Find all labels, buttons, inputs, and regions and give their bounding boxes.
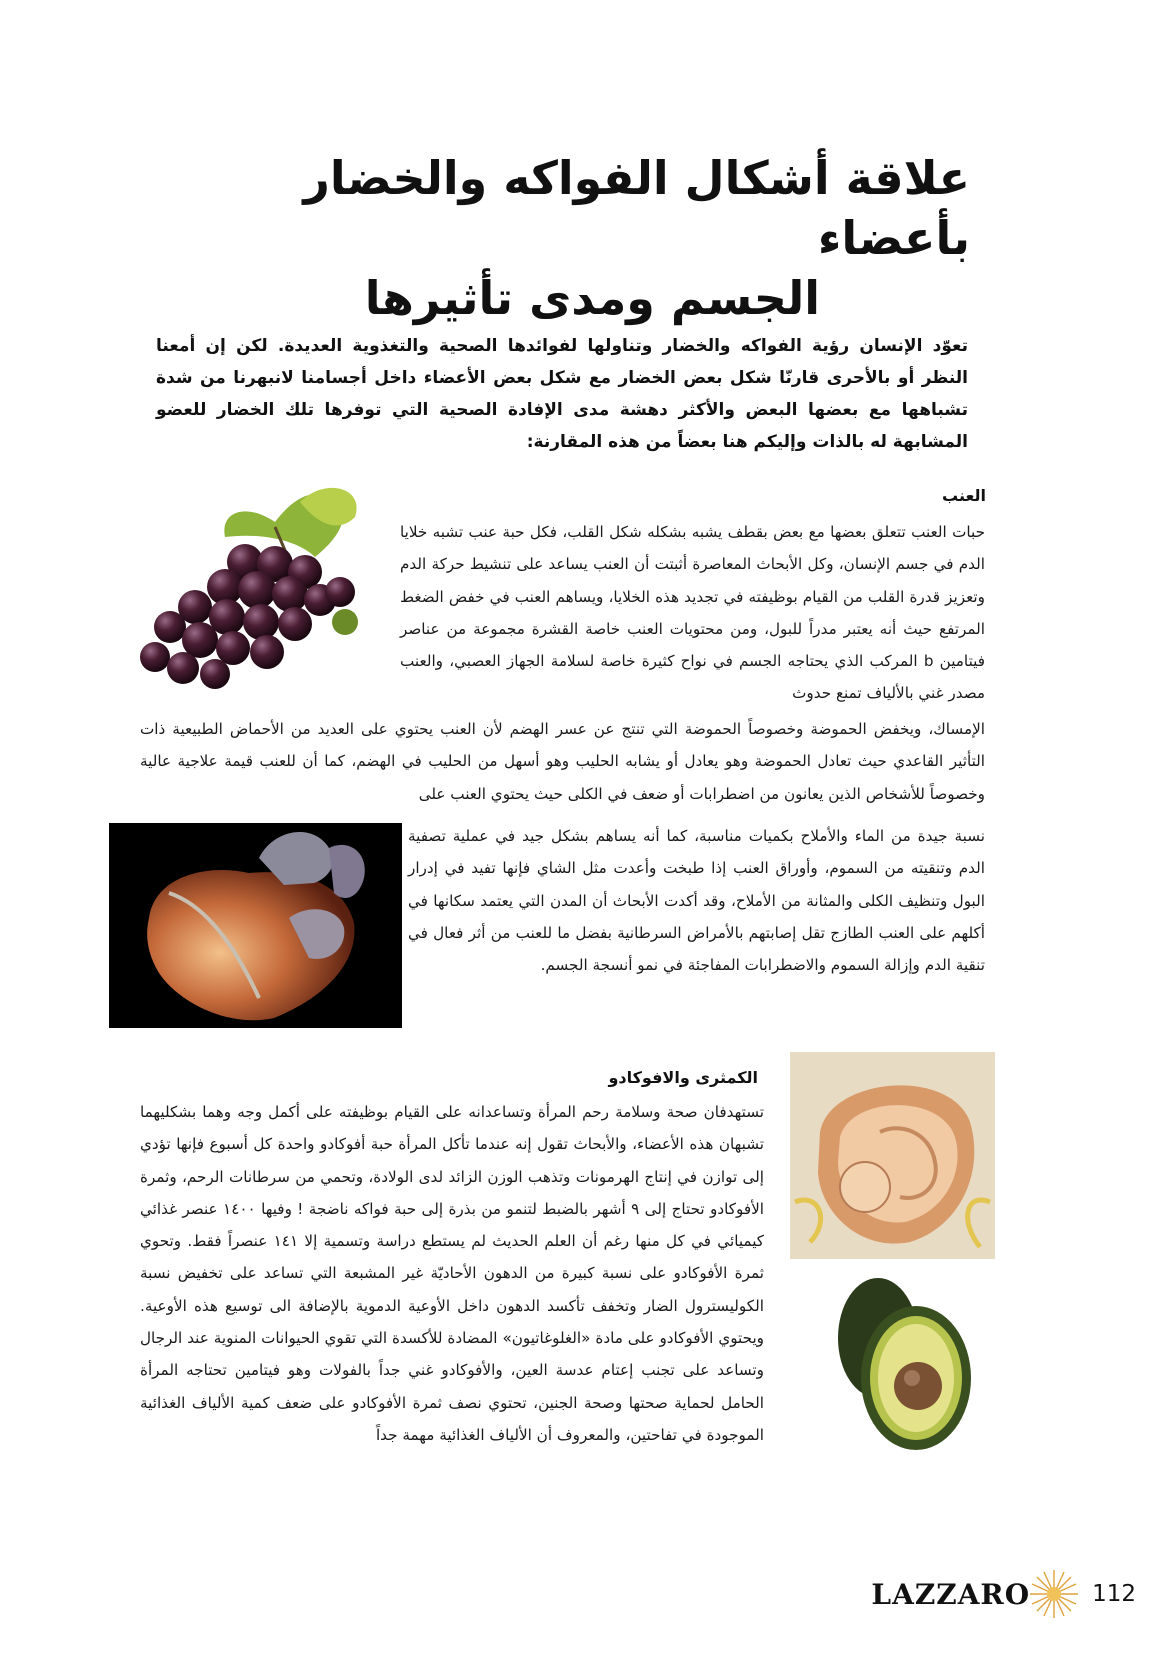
avocado-paragraph: تستهدفان صحة وسلامة رحم المرأة وتساعدانه على القيام بوظيفته على أكمل وجه وهما بشكليهما تشبهان هذه الأعضاء، والأبحاث تقول إنه عندما تأكل المرأة حبة أفوكادو واحدة كل أسبوع فإنها تؤدي إلى توازن في إنتاج الهرمونات وتذهب الوزن الزائد لدى الولادة، وتحمي من سرطانات الرحم، وثمرة الأفوكادو تحتاج إلى ٩ أشهر بالضبط لتنمو من بذرة إلى حبة فواكه ناضجة ! وفيها ١٤٠٠ عنصر غذائي كيميائي في كل منها رغم أن العلم الحديث لم يستطع دراسة وتسمية إلا ١٤١ عنصراً فقط. وتحوي ثمرة الأفوكادو على نسبة كبيرة من الدهون الأحاديّة غير المشبعة التي تساعد على تخفيض نسبة الكوليسترول الضار وتخفف تأكسد الدهون داخل الأوعية الدموية بالإضافة الى توسيع هذه الأوعية. ويحتوي الأفوكادو على مادة «الغلوغاتيون» المضادة للأكسدة التي تقوي الحيوانات المنوية عند الرجال وتساعد على تجنب إعتام عدسة العين، والأفوكادو غني جداً بالفولات وهو فيتامين تحتاجه المرأة الحامل لحماية صحتها وصحة الجنين، تحتوي نصف ثمرة الأفوكادو على ضعف كمية الألياف الغذائية الموجودة في تفاحتين، والمعروف أن الألياف الغذائية مهمة جداً <box>140 1103 765 1444</box>
page-number: 112 <box>1092 1581 1136 1607</box>
grape-text-part2 <box>140 713 985 810</box>
avocado-heading: الكمثرى والافوكادو <box>608 1068 758 1087</box>
heart-image <box>109 823 402 1028</box>
grape-text-part1 <box>400 516 985 710</box>
grape-paragraph-3: نسبة جيدة من الماء والأملاح بكميات مناسبة، كما أنه يساهم بشكل جيد في عملية تصفية الدم وتنقيته من السموم، وأوراق العنب إذا طبخت وأعدت مثل الشاي فإنها تفيد في إدرار البول وتنظيف الكلى والمثانة من الأملاح، وقد أكدت الأبحاث أن المدن التي يعتمد سكانها في أكلهم على العنب الطازج تقل إصابتهم بالأمراض السرطانية بفضل ما للعنب من أثر فعال في تنقية الدم وإزالة السموم والاضطرابات المفاجئة في نمو أنسجة الجسم. <box>408 827 985 975</box>
fetus-image <box>790 1052 995 1259</box>
avocado-text <box>140 1096 764 1451</box>
grape-paragraph-2: الإمساك، ويخفض الحموضة وخصوصاً الحموضة التي تنتج عن عسر الهضم لأن العنب يحتوي على العديد من الأحماض الطبيعية ذات التأثير القاعدي حيث تعادل الحموضة وهو يعادل أو يشابه الحليب وهو أسهل من الحليب في الهضم، كما أن للعنب قيمة علاجية عالية وخصوصاً للأشخاص الذين يعانون من اضطرابات أو ضعف في الكلى حيث يحتوي العنب على <box>140 720 985 803</box>
title-line-1: علاقة أشكال الفواكه والخضار بأعضاء <box>303 151 970 265</box>
grape-heading: العنب <box>942 486 986 505</box>
grape-text-part3 <box>408 820 985 981</box>
grape-paragraph-1: حبات العنب تتعلق بعضها مع بعض بقطف يشبه بشكله شكل القلب، فكل حبة عنب تشبه خلايا الدم في جسم الإنسان، وكل الأبحاث المعاصرة أثبتت أن العنب يساعد على تنشيط حركة الدم وتعزيز قدرة القلب من القيام بوظيفته في تجديد هذه الخلايا، ويساهم العنب في خفض الضغط المرتفع حيث أنه يعتبر مدراً للبول، ومن محتويات العنب خاصة القشرة مجموعة من عناصر فيتامين b المركب الذي يحتاجه الجسم في نواح كثيرة خاصة لسلامة الجهاز العصبي، والعنب مصدر غني بالألياف تمنع حدوث <box>400 523 985 703</box>
page-footer <box>871 1568 1136 1620</box>
sun-logo-icon <box>1028 1568 1080 1620</box>
intro-paragraph: تعوّد الإنسان رؤية الفواكه والخضار وتناولها لفوائدها الصحية والتغذوية العديدة. لكن إن أمعنا النظر أو بالأحرى قارنّا شكل بعض الخضار مع شكل بعض الأعضاء داخل أجسامنا لانبهرنا من شدة تشباهها مع بعضها البعض والأكثر دهشة مدى الإفادة الصحية التي توفرها تلك الخضار للعضو المشابهة له بالذات وإليكم هنا بعضاً من هذه المقارنة: <box>156 336 968 452</box>
brand-logo: LAZZARO <box>871 1577 1031 1611</box>
page-title <box>200 148 970 328</box>
avocado-image <box>828 1268 978 1458</box>
title-line-2: الجسم ومدى تأثيرها <box>364 271 820 325</box>
grapes-image <box>125 482 387 697</box>
